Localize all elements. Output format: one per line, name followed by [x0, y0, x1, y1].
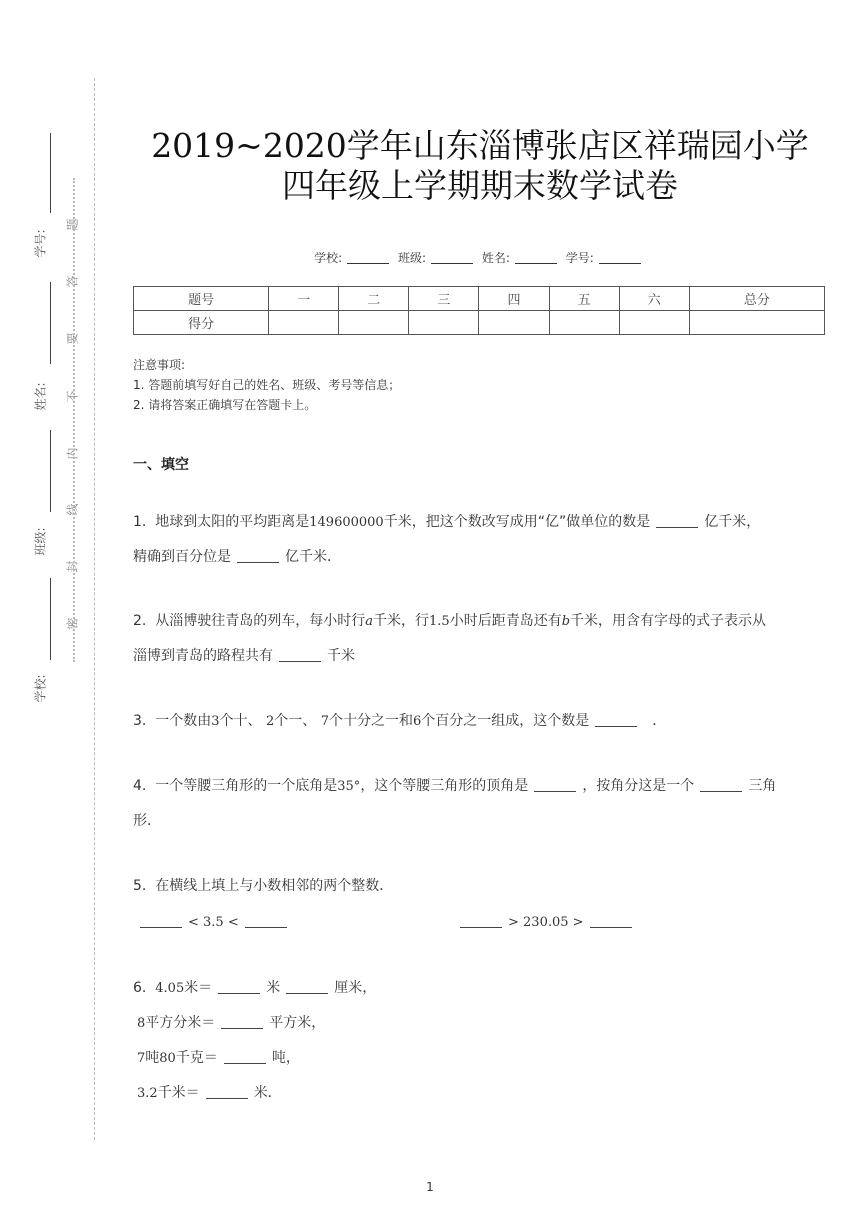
student-info-line [130, 249, 830, 266]
seal-char: 封 [65, 560, 80, 573]
score-table-header-cell: 四 [479, 287, 549, 311]
exam-title-line2: 四年级上学期期末数学试卷 [282, 166, 678, 205]
question-4 [133, 769, 825, 838]
id-label: 学号: [565, 251, 594, 265]
score-table-header-row [134, 287, 825, 311]
question-value: 3 [211, 714, 220, 729]
seal-char: 要 [65, 332, 80, 345]
question-text: 个十、 [219, 713, 262, 729]
question-text: 个一、 [274, 713, 317, 729]
question-5-expression-2 [458, 905, 758, 940]
question-value: 3.2 [137, 1086, 158, 1101]
question-text: 厘米， [334, 980, 377, 996]
answer-blank[interactable] [245, 913, 287, 928]
question-number: 6. [133, 980, 147, 996]
question-number: 2. [133, 613, 147, 629]
seal-char: 不 [65, 390, 80, 403]
margin-label-school: 学校: [33, 674, 48, 703]
question-text: 地球到太阳的平均距离是 [155, 514, 310, 530]
seal-char: 线 [65, 503, 80, 516]
name-field-line[interactable] [50, 282, 51, 364]
score-table-header-cell: 三 [409, 287, 479, 311]
seal-char: 内 [65, 447, 80, 460]
question-number: 3. [133, 713, 147, 729]
answer-blank[interactable] [237, 548, 279, 563]
question-text: 精确到百分位是 [133, 549, 231, 565]
question-text: ，按角分这是一个 [582, 778, 695, 794]
question-text: ． [652, 713, 667, 729]
question-value: 7 [137, 1051, 146, 1066]
question-text: 吨， [271, 1050, 300, 1066]
question-value: 1.5 [429, 614, 450, 629]
student-id-field-line[interactable] [50, 133, 51, 213]
section-title-fill-blank: 一、填空 [133, 457, 189, 473]
question-3 [133, 704, 825, 739]
score-table-header-cell: 一 [269, 287, 339, 311]
score-table-header-cell: 五 [549, 287, 619, 311]
class-field-line[interactable] [50, 430, 51, 512]
answer-blank[interactable] [595, 712, 637, 727]
question-text: 淄博到青岛的路程共有 [133, 648, 273, 664]
question-5-expression-1 [138, 905, 438, 940]
math-expression: < 3.5 < [188, 915, 239, 930]
question-text: 千米，用含有字母的式子表示从 [570, 613, 767, 629]
score-cell[interactable] [689, 311, 824, 335]
binding-dashed-line [94, 78, 95, 1140]
question-text: 亿千米． [285, 549, 341, 565]
answer-blank[interactable] [218, 979, 260, 994]
score-row-label: 得分 [134, 311, 269, 335]
question-value: 8 [137, 1016, 146, 1031]
answer-blank[interactable] [700, 777, 742, 792]
question-text: 从淄博驶往青岛的列车，每小时行 [155, 613, 366, 629]
question-variable: a [365, 614, 374, 629]
name-blank[interactable] [515, 263, 557, 264]
score-table-header-cell: 总分 [689, 287, 824, 311]
question-text: 千米＝ [157, 1085, 200, 1101]
question-text: 千米，把这个数改写成用“亿”做单位的数是 [383, 514, 651, 530]
notes-title: 注意事项: [133, 358, 186, 372]
question-5 [133, 869, 825, 903]
question-text: 在横线上填上与小数相邻的两个整数． [155, 878, 394, 894]
answer-blank[interactable] [221, 1014, 263, 1029]
score-table-header-cell: 二 [339, 287, 409, 311]
margin-label-name: 姓名: [33, 382, 48, 411]
name-label: 姓名: [481, 251, 510, 265]
class-blank[interactable] [431, 263, 473, 264]
notes-item: 2. 请将答案正确填写在答题卡上。 [133, 398, 317, 412]
question-text: 吨 [145, 1050, 160, 1066]
id-blank[interactable] [599, 263, 641, 264]
question-text: 个百分之一组成，这个数是 [421, 713, 590, 729]
margin-label-class: 班级: [33, 527, 48, 556]
question-6 [133, 971, 825, 1111]
question-value: 35° [337, 779, 361, 794]
class-label: 班级: [398, 251, 427, 265]
seal-char: 题 [65, 218, 80, 231]
exam-title-line1: 2019~2020学年山东淄博张店区祥瑞园小学 [151, 126, 809, 165]
answer-blank[interactable] [279, 647, 321, 662]
seal-char: 密 [65, 617, 80, 630]
question-value: 2 [266, 714, 275, 729]
question-value: 4.05 [155, 981, 185, 996]
question-1 [133, 505, 825, 574]
school-blank[interactable] [347, 263, 389, 264]
score-table [133, 286, 825, 335]
question-text: 亿千米， [704, 514, 761, 530]
score-cell[interactable] [409, 311, 479, 335]
score-cell[interactable] [549, 311, 619, 335]
question-text: 小时后距青岛还有 [449, 613, 562, 629]
question-text: ，这个等腰三角形的顶角是 [360, 778, 529, 794]
question-value: 7 [320, 714, 330, 729]
question-number: 1. [133, 514, 147, 530]
question-2 [133, 604, 825, 673]
answer-blank[interactable] [140, 913, 182, 928]
school-field-line[interactable] [50, 578, 51, 660]
page-number: 1 [426, 1180, 434, 1194]
question-text: 米． [253, 1085, 282, 1101]
score-table-header-cell: 题号 [134, 287, 269, 311]
answer-blank[interactable] [206, 1084, 248, 1099]
answer-blank[interactable] [286, 979, 328, 994]
question-text: 一个数由 [155, 713, 212, 729]
question-value: 80 [159, 1051, 176, 1066]
question-text: 形． [133, 813, 161, 829]
question-value: 6 [413, 714, 422, 729]
answer-blank[interactable] [460, 913, 502, 928]
score-cell[interactable] [619, 311, 689, 335]
answer-blank[interactable] [534, 777, 576, 792]
answer-blank[interactable] [590, 913, 632, 928]
question-text: 一个等腰三角形的一个底角是 [155, 778, 338, 794]
question-number: 4. [133, 778, 147, 794]
score-cell[interactable] [269, 311, 339, 335]
margin-label-student-id: 学号: [33, 229, 48, 258]
school-label: 学校: [314, 251, 343, 265]
notes-item: 1. 答题前填写好自己的姓名、班级、考号等信息； [133, 378, 401, 392]
score-cell[interactable] [339, 311, 409, 335]
score-cell[interactable] [479, 311, 549, 335]
question-value: 149600000 [309, 515, 384, 530]
question-text: 米 [266, 980, 281, 996]
score-table-score-row [134, 311, 825, 335]
question-variable: b [561, 614, 571, 629]
question-text: 平方米， [269, 1015, 326, 1031]
question-text: 个十分之一和 [329, 713, 414, 729]
question-text: 三角 [748, 778, 777, 794]
question-text: 米＝ [184, 980, 213, 996]
answer-blank[interactable] [656, 513, 698, 528]
notes-block [133, 355, 400, 415]
seal-dotted-line [73, 178, 75, 662]
seal-char: 答 [65, 275, 80, 288]
score-table-header-cell: 六 [619, 287, 689, 311]
question-text: 千米 [327, 648, 355, 664]
question-number: 5. [133, 878, 147, 894]
math-expression: > 230.05 > [508, 915, 584, 930]
answer-blank[interactable] [224, 1049, 266, 1064]
question-text: 千米，行 [373, 613, 430, 629]
question-text: 平方分米＝ [145, 1015, 216, 1031]
question-text: 千克＝ [175, 1050, 218, 1066]
